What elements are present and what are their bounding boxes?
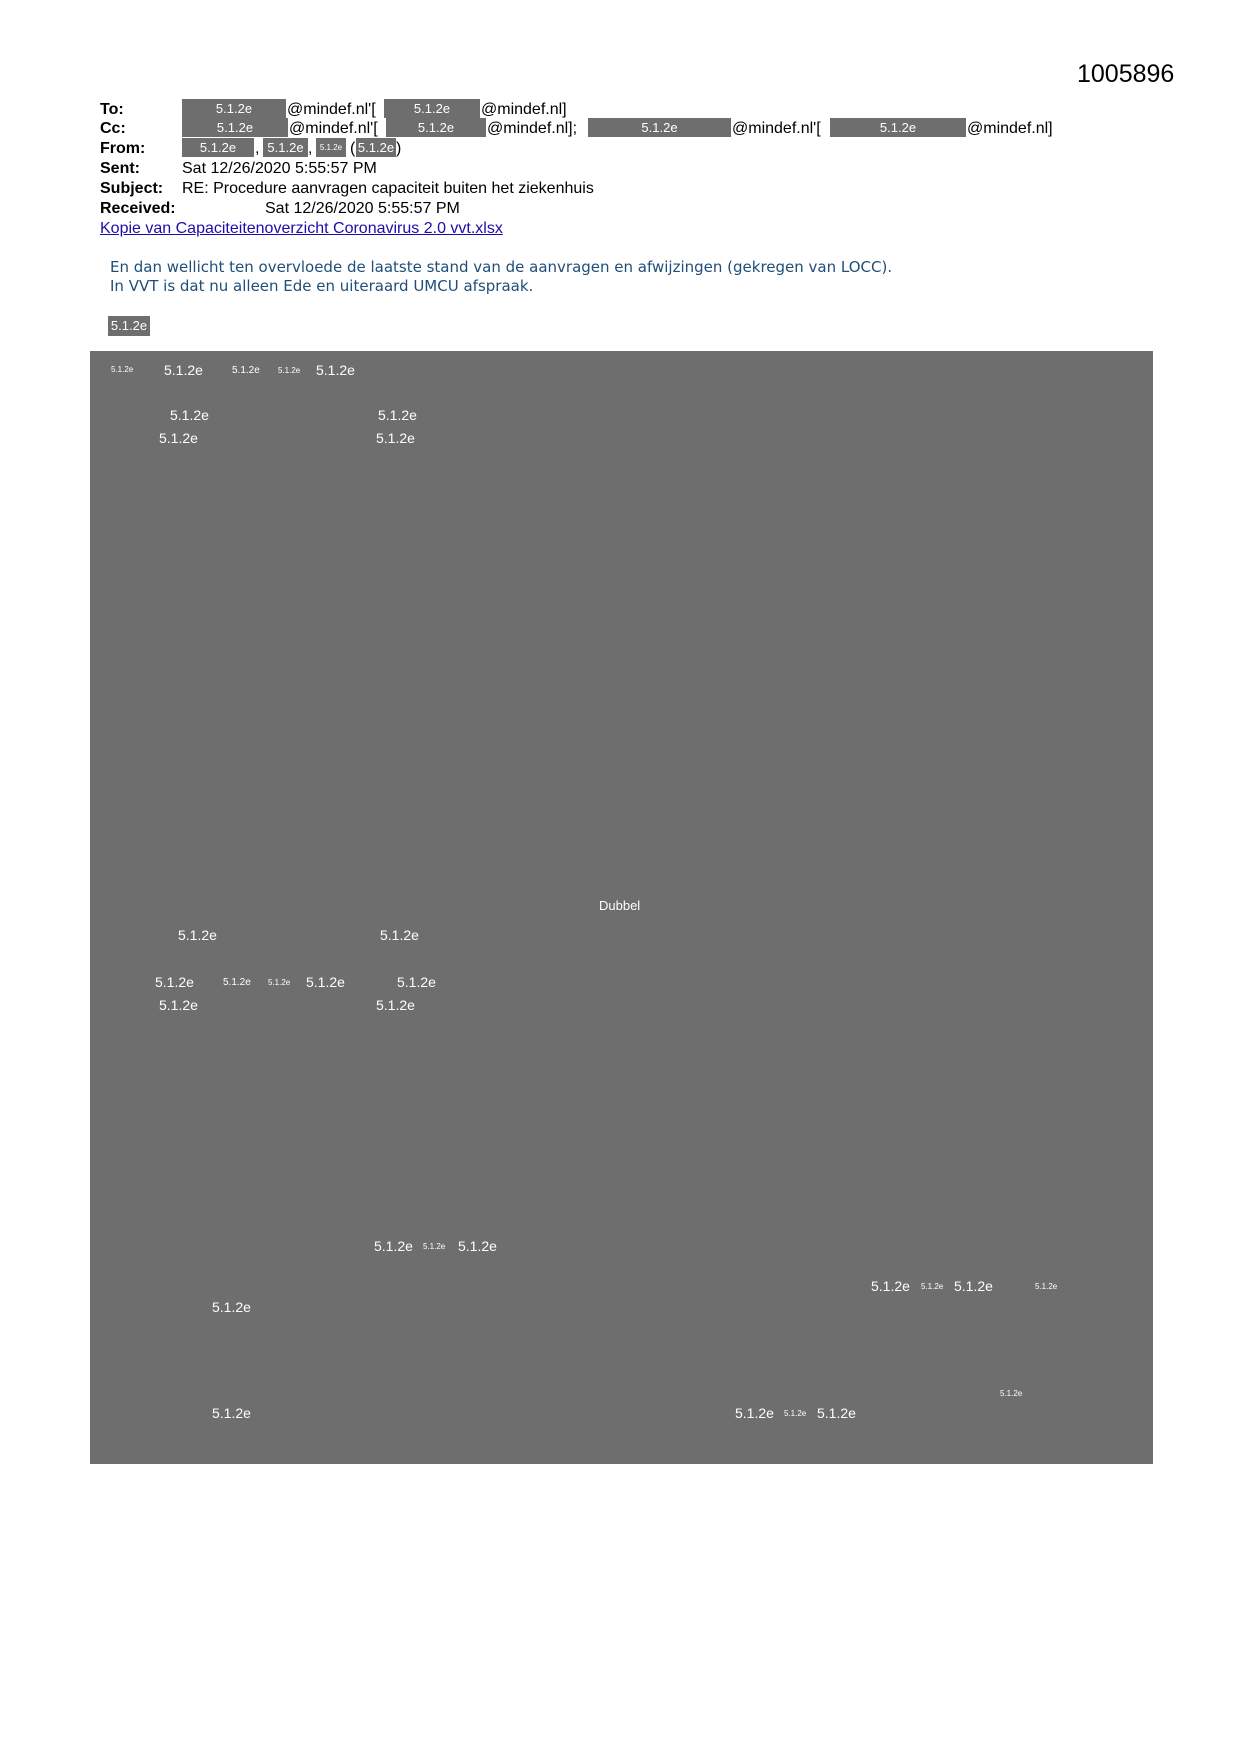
redaction-label: 5.1.2e [378,407,417,423]
redaction-box: 5.1.2e [830,118,966,137]
subject-label: Subject: [100,180,164,197]
redaction-box: 5.1.2e [182,118,288,137]
redaction-box: 5.1.2e [386,118,486,137]
redaction-label: 5.1.2e [111,365,134,374]
from-paren-close: ) [396,140,402,157]
redaction-label: 5.1.2e [232,365,260,376]
redaction-label: 5.1.2e [954,1278,993,1294]
body-line-1: En dan wellicht ten overvloede de laatste stand van de aanvragen en afwijzingen (gekregen van LOCC). [110,258,893,276]
body-line-2: In VVT is dat nu alleen Ede en uiteraard UMCU afspraak. [110,277,534,295]
redaction-label: 5.1.2e [376,997,415,1013]
cc-domain: @mindef.nl] [967,120,1053,137]
redaction-box: 5.1.2e [384,99,480,118]
redaction-label: 5.1.2e [423,1242,446,1251]
redaction-box: 5.1.2e [316,138,346,157]
redaction-label: 5.1.2e [316,362,355,378]
dubbel-label: Dubbel [599,898,641,913]
redaction-label: 5.1.2e [306,974,345,990]
cc-domain: @mindef.nl'[ [732,120,821,137]
redaction-label: 5.1.2e [159,997,198,1013]
to-domain: @mindef.nl'[ [287,101,376,118]
received-label: Received: [100,200,176,217]
subject-value: RE: Procedure aanvragen capaciteit buiten het ziekenhuis [182,180,594,197]
redaction-box: 5.1.2e [108,316,150,336]
redaction-label: 5.1.2e [1000,1389,1023,1398]
redaction-label: 5.1.2e [1035,1282,1058,1291]
redaction-label: 5.1.2e [735,1405,774,1421]
sent-value: Sat 12/26/2020 5:55:57 PM [182,160,377,177]
redaction-label: 5.1.2e [164,362,203,378]
to-label: To: [100,101,124,118]
redaction-label: 5.1.2e [268,978,291,987]
redaction-label: 5.1.2e [223,977,251,988]
redaction-label: 5.1.2e [817,1405,856,1421]
from-separator: , [308,140,313,157]
redaction-label: 5.1.2e [278,366,301,375]
cc-domain: @mindef.nl'[ [289,120,378,137]
redaction-label: 5.1.2e [170,407,209,423]
redaction-label: 5.1.2e [380,927,419,943]
redaction-box: 5.1.2e [182,138,254,157]
redaction-label: 5.1.2e [212,1299,251,1315]
redaction-label: 5.1.2e [871,1278,910,1294]
cc-label: Cc: [100,120,126,137]
from-paren-open: ( [350,140,356,157]
from-separator: , [255,140,260,157]
redaction-box: 5.1.2e [263,138,308,157]
redaction-box: 5.1.2e [588,118,731,137]
redaction-box: 5.1.2e [182,99,286,118]
redaction-label: 5.1.2e [784,1409,807,1418]
redaction-label: 5.1.2e [397,974,436,990]
sent-label: Sent: [100,160,140,177]
to-domain: @mindef.nl] [481,101,567,118]
redaction-label: 5.1.2e [921,1282,944,1291]
redaction-label: 5.1.2e [374,1238,413,1254]
redaction-label: 5.1.2e [159,430,198,446]
redaction-label: 5.1.2e [376,430,415,446]
received-value: Sat 12/26/2020 5:55:57 PM [265,200,460,217]
redaction-label: 5.1.2e [155,974,194,990]
attachment-link[interactable]: Kopie van Capaciteitenoverzicht Coronavirus 2.0 vvt.xlsx [100,220,503,237]
redaction-label: 5.1.2e [458,1238,497,1254]
redaction-box: 5.1.2e [357,140,395,155]
document-number: 1005896 [1077,60,1175,88]
redacted-table-block [90,351,1153,1464]
from-label: From: [100,140,146,157]
redaction-label: 5.1.2e [212,1405,251,1421]
redaction-label: 5.1.2e [178,927,217,943]
cc-domain: @mindef.nl]; [487,120,578,137]
